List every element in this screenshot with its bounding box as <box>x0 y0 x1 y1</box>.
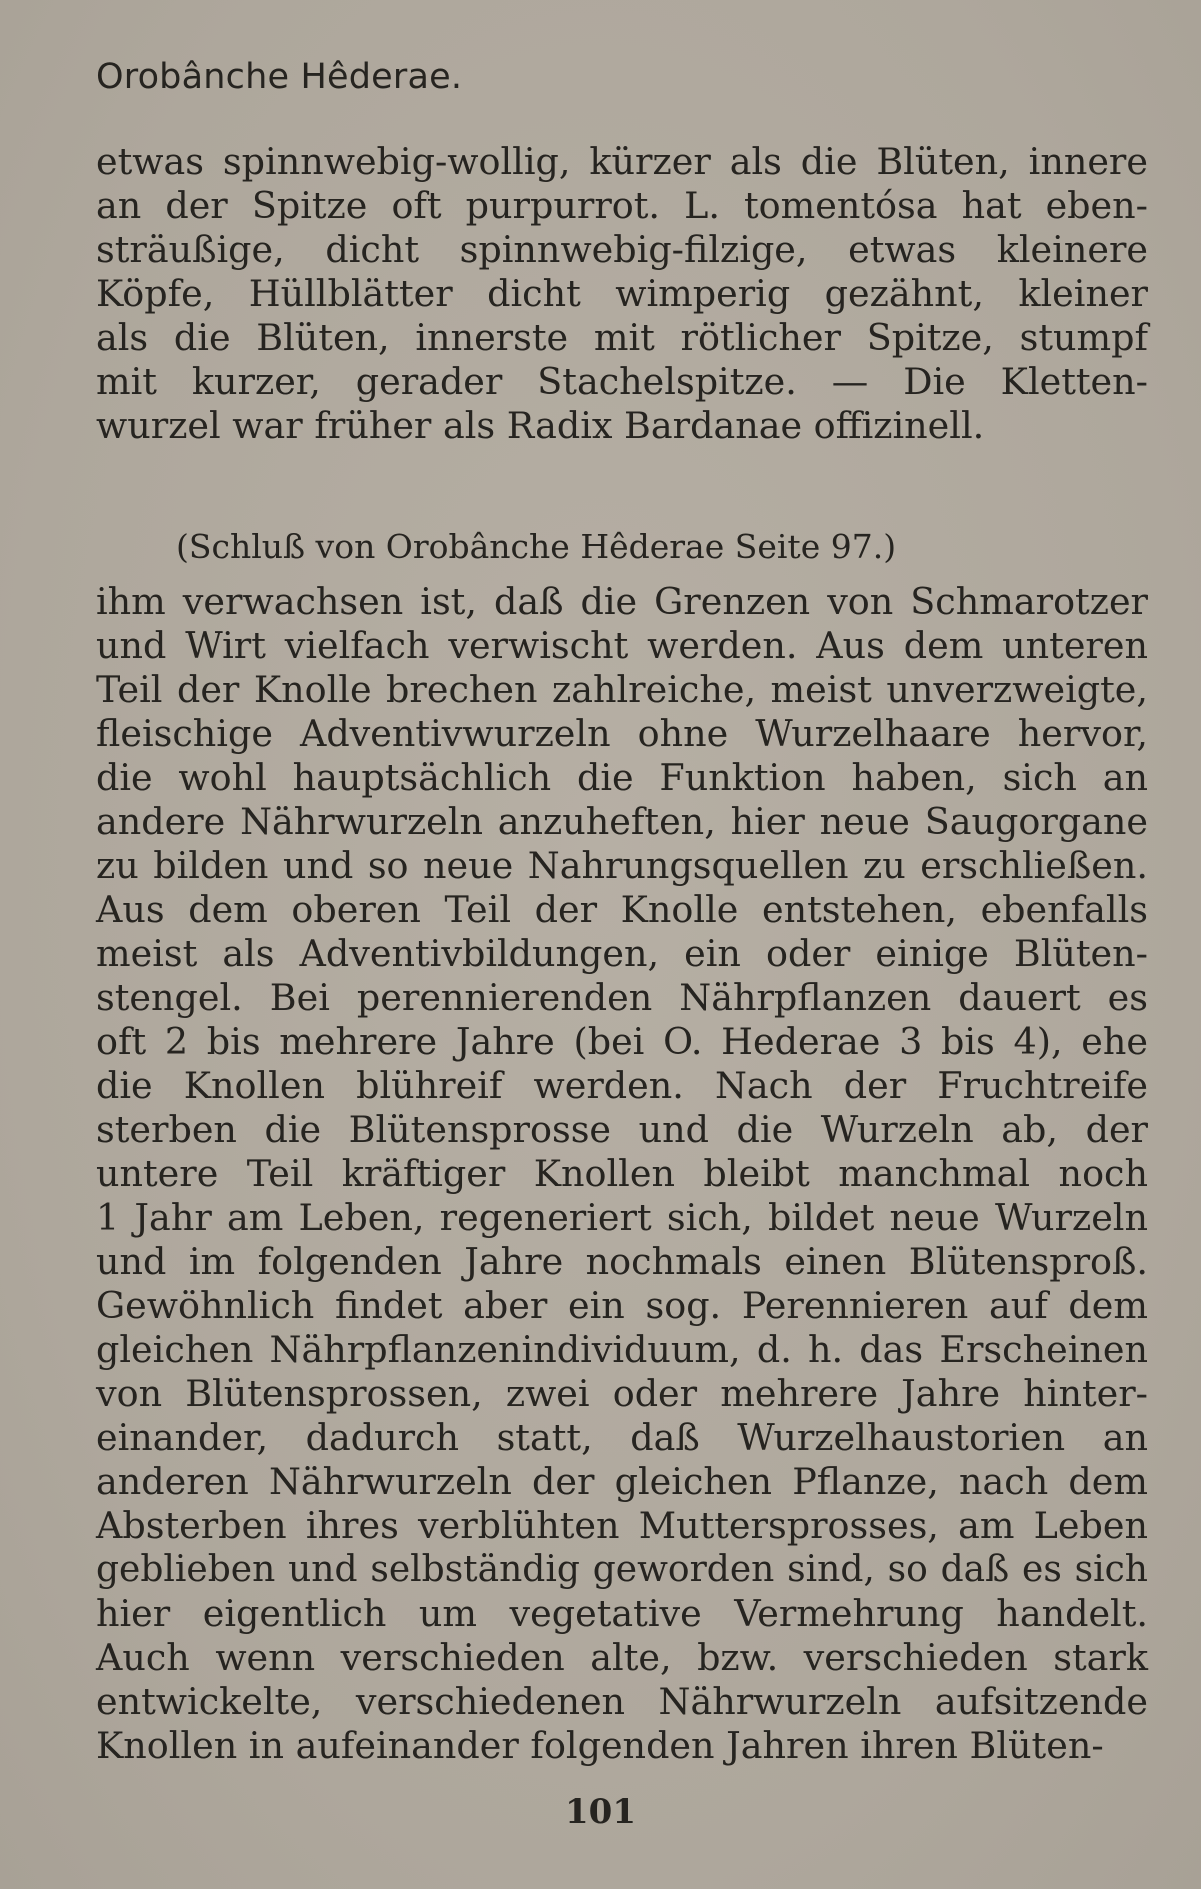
text-line: meist als Adventivbildungen, ein oder einige Blüten- <box>96 932 1148 975</box>
text-line: 1 Jahr am Leben, regeneriert sich, bildet neue Wurzeln <box>96 1196 1148 1239</box>
text-line: Absterben ihres verblühten Muttersprosses, am Leben <box>96 1504 1148 1547</box>
text-block-lower <box>96 580 1148 1768</box>
text-line: mit kurzer, gerader Stachelspitze. — Die Kletten- <box>96 360 1148 403</box>
text-line: Köpfe, Hüllblätter dicht wimperig gezähnt, kleiner <box>96 272 1148 315</box>
text-line: zu bilden und so neue Nahrungsquellen zu erschließen. <box>96 844 1148 887</box>
text-line: Aus dem oberen Teil der Knolle entstehen, ebenfalls <box>96 888 1148 931</box>
text-line: die Knollen blühreif werden. Nach der Fruchtreife <box>96 1064 1148 1107</box>
text-line: an der Spitze oft purpurrot. L. tomentósa hat eben- <box>96 184 1148 227</box>
text-line: anderen Nährwurzeln der gleichen Pflanze, nach dem <box>96 1460 1148 1503</box>
running-head: Orobânche Hêderae. <box>96 57 463 97</box>
text-line: Teil der Knolle brechen zahlreiche, meist unverzweigte, <box>96 668 1148 711</box>
text-line: die wohl hauptsächlich die Funktion haben, sich an <box>96 756 1148 799</box>
text-line: fleischige Adventivwurzeln ohne Wurzelhaare hervor, <box>96 712 1148 755</box>
text-line: sträußige, dicht spinnwebig-filzige, etwas kleinere <box>96 228 1148 271</box>
text-line: entwickelte, verschiedenen Nährwurzeln aufsitzende <box>96 1680 1148 1723</box>
text-line: und Wirt vielfach verwischt werden. Aus dem unteren <box>96 624 1148 667</box>
text-line: Gewöhnlich findet aber ein sog. Perennieren auf dem <box>96 1284 1148 1327</box>
text-line: stengel. Bei perennierenden Nährpflanzen dauert es <box>96 976 1148 1019</box>
text-line: sterben die Blütensprosse und die Wurzeln ab, der <box>96 1108 1148 1151</box>
page-number: 101 <box>565 1792 636 1832</box>
text-block-upper <box>96 140 1148 448</box>
text-line: hier eigentlich um vegetative Vermehrung handelt. <box>96 1592 1148 1635</box>
text-line: andere Nährwurzeln anzuheften, hier neue Saugorgane <box>96 800 1148 843</box>
text-line: von Blütensprossen, zwei oder mehrere Jahre hinter- <box>96 1372 1148 1415</box>
text-line: wurzel war früher als Radix Bardanae offizinell. <box>96 404 985 447</box>
text-line: oft 2 bis mehrere Jahre (bei O. Hederae 3 bis 4), ehe <box>96 1020 1148 1063</box>
text-line: als die Blüten, innerste mit rötlicher Spitze, stumpf <box>96 316 1148 359</box>
text-line: geblieben und selbständig geworden sind, so daß es sich <box>96 1549 1148 1590</box>
continuation-caption: (Schluß von Orobânche Hêderae Seite 97.) <box>176 527 897 566</box>
text-line: und im folgenden Jahre nochmals einen Blütensproß. <box>96 1240 1148 1283</box>
text-line: einander, dadurch statt, daß Wurzelhaustorien an <box>96 1416 1148 1459</box>
text-line: ihm verwachsen ist, daß die Grenzen von Schmarotzer <box>96 580 1148 623</box>
text-line: etwas spinnwebig-wollig, kürzer als die Blüten, innere <box>96 140 1148 183</box>
text-line: Knollen in aufeinander folgenden Jahren ihren Blüten- <box>96 1724 1104 1767</box>
text-line: Auch wenn verschieden alte, bzw. verschieden stark <box>96 1636 1148 1679</box>
text-line: untere Teil kräftiger Knollen bleibt manchmal noch <box>96 1152 1148 1195</box>
text-line: gleichen Nährpflanzenindividuum, d. h. das Erscheinen <box>96 1328 1148 1371</box>
